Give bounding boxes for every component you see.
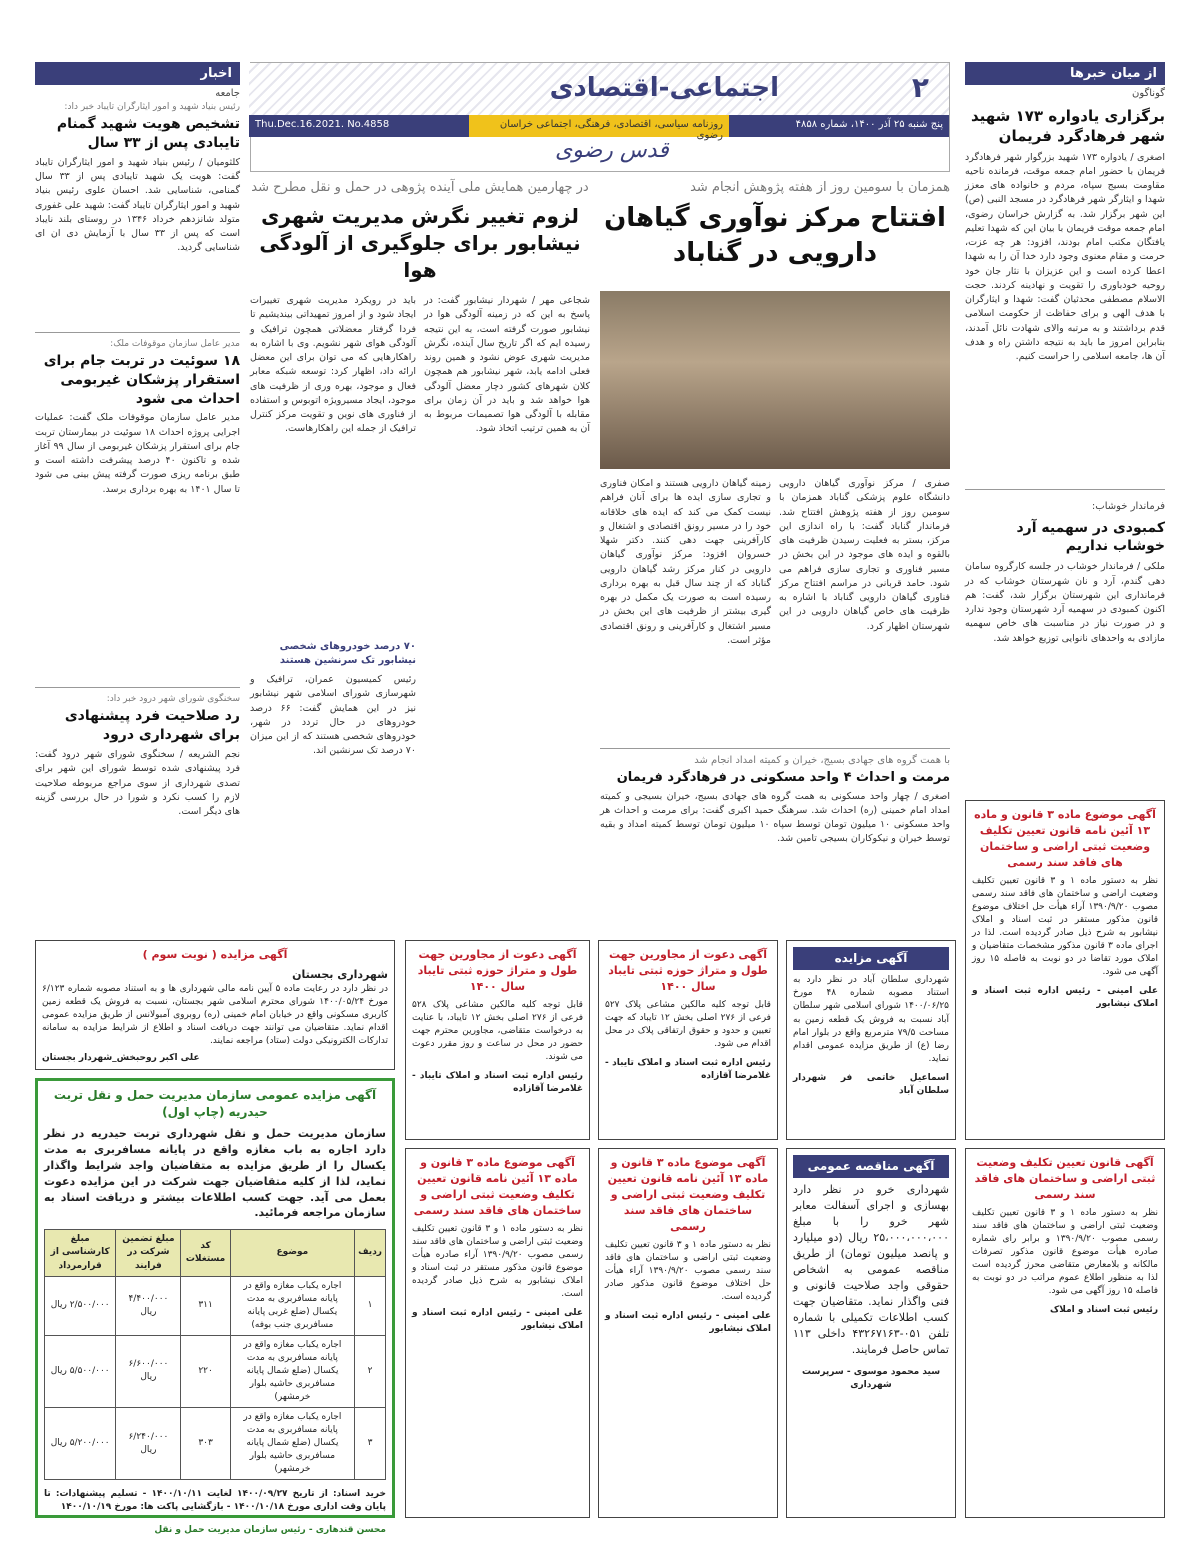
kicker: مدیر عامل سازمان موقوفات ملک: (110, 338, 240, 349)
invitation-ad: آگهی دعوت از مجاورین جهت طول و متراژ حوزه ثبتی تایباد سال ۱۴۰۰ قابل توجه کلیه مالکین مشاعی پلاک ۵۲۷ فرعی از ۲۷۶ اصلی بخش ۱۲ تایباد که جهت تعیین و حدود و حقوق ارتفاقی پلاک در محل اقدام می شود. رئیس اداره ثبت اسناد و املاک تایباد - غلامرضا آقازاده (598, 940, 778, 1140)
article-body: نجم الشریعه / سخنگوی شورای شهر درود گفت: فرد پیشنهادی شده توسط شورای این شهر برای تصدی شهرداری از سوی مراجع مربوطه صلاحیت لازم را کسب نکرد و شورا در حال بررسی گزینه های دیگر است. (35, 749, 240, 818)
article-body: باید در رویکرد مدیریت شهری تغییرات ایجاد شود و از امروز تمهیداتی بیندیشیم تا فردا گرفتار معضلاتی همچون ترافیک و آلودگی هوای شهر نشویم. وی با اشاره به راهکارهایی که می توان برای این معضل ارائه داد، اظهار کرد: توسعه شبکه معابر فعال و موجود، بهره وری از ظرفیت های موجود، ایجاد مسیرویژه اتوبوس و استفاده از فناوری های نوین و تقویت مرکز کنترل ترافیک از جمله این راهکارهاست. (250, 295, 416, 435)
article-body: مدیر عامل سازمان موقوفات ملک گفت: عملیات اجرایی پروژه احداث ۱۸ سوئیت در بیمارستان تربت جام برای استقرار پزشکان غیربومی از سال ۹۹ آغاز شده و تاکنون ۴۰ درصد پیشرفت داشته است و طبق برنامه ریزی صورت گرفته پیش بینی می شود تا سال ۱۴۰۱ به بهره برداری برسد. (35, 412, 240, 495)
table-cell: ۵/۲۰۰/۰۰۰ ریال (45, 1407, 116, 1479)
table-cell: ۳۱۱ (181, 1276, 230, 1335)
legal-notice-ad: آگهی قانون تعیین تکلیف وضعیت ثبتی اراضی و ساختمان های فاقد سند رسمی نظر به دستور ماده ۱ و ۳ قانون تعیین تکلیف وضعیت ثبتی اراضی و ساختمان های فاقد سند رسمی مصوب ۱۳۹۰/۹/۲۰ و برابر رای شماره صادره هیأت موضوع قانون مذکور تصرفات مالکانه و بلامعارض متقاضی محرز گردیده است لذا به منظور اطلاع عموم مراتب در دو نوبت به فاصله ۱۵ روز آگهی می شود. رئیس ثبت اسناد و املاک (965, 1148, 1165, 1518)
main-feature (600, 180, 950, 900)
table-cell: اجاره یکباب مغازه واقع در پایانه مسافربری به مدت یکسال (ضلع غربی پایانه مسافربری جنب بوفه) (230, 1276, 354, 1335)
right-column (965, 62, 1165, 760)
mid-feature (250, 180, 590, 924)
headline: افتتاح مرکز نوآوری گیاهان دارویی در گناباد (604, 203, 946, 269)
article-body: کلثومیان / رئیس بنیاد شهید و امور ایثارگران تایباد گفت: هویت یک شهید تایبادی پس از ۳۳ سال گمنامی، شناسایی شد. احسان علوی رئیس بنیاد شهید و امور ایثارگران تایباد گفت: شهید علی غفوری متولد شانزدهم خرداد ۱۳۴۶ در روستای بلند نایباد است که پس از ۳۳ سال با آزمایش دی ان ای شناسایی گردید. (35, 156, 240, 254)
ribbon-cutting-photo (600, 291, 950, 469)
issue-date: پنج شنبه ۲۵ آذر ۱۴۰۰، شماره ۴۸۵۸ (729, 115, 949, 137)
headline: برگزاری یادواره ۱۷۳ شهید شهر فرهادگرد فریمان (970, 107, 1165, 146)
kicker: فرماندار خوشاب: (1091, 500, 1165, 512)
invitation-ad: آگهی دعوت از مجاورین جهت طول و متراژ حوزه ثبتی تایباد سال ۱۴۰۰ قابل توجه کلیه مالکین مشاعی پلاک ۵۲۸ فرعی از ۲۷۶ اصلی بخش ۱۲ تایباد، با عنایت به درخواست متقاضی، مجاورین محترم جهت حضور در محل در ساعت و روز مقرر دعوت می شوند. رئیس اداره ثبت اسناد و املاک تایباد - غلامرضا آقازاده (405, 940, 590, 1140)
table-cell: ۵/۵۰۰/۰۰۰ ریال (45, 1335, 116, 1407)
legal-notice-ad: آگهی موضوع ماده ۳ قانون و ماده ۱۳ آئین نامه قانون تعیین تکلیف وضعیت ثبتی اراضی و ساختمان های فاقد سند رسمی نظر به دستور ماده ۱ و ۳ قانون تعیین تکلیف وضعیت ثبتی اراضی و ساختمان های فاقد سند رسمی مصوب ۱۳۹۰/۹/۲۰ آراء هیأت حل اختلاف موضوع قانون مذکور صادر گردیده است. علی امینی - رئیس اداره ثبت اسناد و املاک نیشابور (598, 1148, 778, 1518)
headline: رد صلاحیت فرد پیشنهادی برای شهرداری درود (64, 708, 240, 744)
tender-ad-khoru: آگهی مناقصه عمومی شهرداری خرو در نظر دارد بهسازی و اجرای آسفالت معابر شهر خرو را با مبلغ ۲۵،۰۰۰،۰۰۰،۰۰۰ ریال (دو میلیارد و پانصد میلیون تومان) از طریق مناقصه عمومی به اشخاص حقوقی واجد صلاحیت قانونی و فنی واگذار نماید. متقاضیان جهت کسب اطلاعات تکمیلی با شماره تلفن ۰۵۱-۴۳۲۶۷۱۶۳ داخلی ۱۱۳ تماس حاصل فرمایند. سید محمود موسوی - سرپرست شهرداری (786, 1148, 956, 1518)
table-cell: ۶/۲۴۰/۰۰۰ ریال (116, 1407, 181, 1479)
table-cell: ۲۲۰ (181, 1335, 230, 1407)
article-body: رئیس کمیسیون عمران، ترافیک و شهرسازی شورای اسلامی شهر نیشابور نیز در این همایش گفت: ۶۶ درصد خودروهای در حال تردد در شهر، خودروهای شخصی هستند که از این میزان ۷۰ درصد تک سرنشین اند. (250, 674, 416, 757)
table-row (45, 1335, 386, 1407)
table-row (45, 1276, 386, 1335)
page-number: ۲ (911, 71, 929, 104)
kicker: سخنگوی شورای شهر درود خبر داد: (106, 694, 240, 705)
table-cell: اجاره یکباب مغازه واقع در پایانه مسافربری به مدت یکسال (ضلع شمال پایانه مسافربری حاشیه بلوار خرمشهر) (230, 1407, 354, 1479)
table-cell: ۴/۴۰۰/۰۰۰ ریال (116, 1276, 181, 1335)
headline: ۱۸ سوئیت در تربت جام برای استقرار پزشکان غیربومی احداث می شود (43, 352, 240, 407)
table-header-cell: مبلغ کارشناسی از قرارمرداد (45, 1230, 116, 1276)
left-column-sub: جامعه (215, 88, 240, 99)
table-header-cell: مبلغ تضمین شرکت در فرایند (116, 1230, 181, 1276)
right-column-head: از میان خبرها (965, 62, 1165, 85)
article-body: اصغری / چهار واحد مسکونی به همت گروه های جهادی بسیج، خیران بسیجی و کمیته امداد امام خمینی (ره) احداث شد. سرهنگ حمید اکبری گفت: برای مرمت و احداث هر واحد مسکونی ۱۰ میلیون تومان توسط سپاه ۱۰ میلیون تومان توسط کمیته امداد و بقیه توسط خیران و نیکوکاران بسیجی تامین شد. (600, 790, 950, 845)
table-cell: ۱ (355, 1276, 386, 1335)
headline: مرمت و احداث ۴ واحد مسکونی در فرهادگرد فریمان (616, 770, 950, 786)
table-header-cell: کد مستغلات (181, 1230, 230, 1276)
table-cell: ۶/۶۰۰/۰۰۰ ریال (116, 1335, 181, 1407)
article-body: اصغری / یادواره ۱۷۳ شهید بزرگوار شهر فرهادگرد فریمان با حضور امام جمعه موقت، فرمانده ناحیه مقاومت بسیج سپاه، مردم و خانواده های معزز شهدا و ایثارگر شهر فرهادگرد در مسجد النبی (ص) این شهر برگزار شد. به گزارش خراسان رضوی، امام جمعه موقت فریمان با بیان این که شهدا تعلیم یافتگان مکتب امام بودند، افزود: هر چه عزت، حرمت و مقام معنوی وجود دارد خدا آن را به شهدا اعطا کرده است و این عزیزان با نثار جان خود روحیه خودباوری را تقویت و نهادینه کردند. حجت الاسلام مصطفی محدثیان گفت: شهدا و ایثارگران با هدف الهی و برای حفاظت از حکومت اسلامی قدم برداشتند و به مرتبه والای شهادت نائل آمدند، بنابراین امروز ما باید به نتیجه داشتن راه و هدف آن ها، جامعه اسلامی را حراست کنیم. (965, 151, 1165, 362)
headline: کمبودی در سهمیه آرد خوشاب نداریم (1016, 519, 1165, 555)
newspaper-logo: قدس رضوی (555, 138, 669, 163)
header-title-bar (249, 63, 949, 115)
table-row (45, 1407, 386, 1479)
article-body: صفری / مرکز نوآوری گیاهان دارویی دانشگاه علوم پزشکی گناباد همزمان با سومین روز از هفته پژوهش افتتاح شد. فرماندار گناباد گفت: با راه اندازی این مرکز، بستر به فعلیت رسیدن ظرفیت های بالقوه و ایده های موجود در این بخش در مسیر فناوری و تجاری سازی فراهم می شود. حامد قربانی در مراسم افتتاح مرکز فناوری گیاهان دارویی گناباد با اشاره به ظرفیت های خاص گیاهان دارویی در این شهرستان اظهار کرد. (779, 478, 950, 632)
table-cell: اجاره یکباب مغازه واقع در پایانه مسافربری به مدت یکسال (ضلع شمال پایانه مسافربری حاشیه بلوار خرمشهر) (230, 1335, 354, 1407)
table-header-cell: موضوع (230, 1230, 354, 1276)
header-strip (249, 115, 949, 141)
article-body: زمینه گیاهان دارویی هستند و امکان فناوری و تجاری سازی ایده ها برای آنان فراهم نیست کمک می کند که ایده های خلاقانه خود را در مسیر رونق اقتصادی و اشتغال و کارآفرینی جهت دهی کنند. دکتر شهلا خسروان افزود: مرکز نوآوری گیاهان دارویی در کنار مرکز رشد گیاهان دارویی گناباد که از چند سال قبل به بهره برداری رسیده است به صورت یک مکمل در بهره گیری بیشتر از ظرفیت های این بخش در مسیر اشتغال و کارآفرینی و رونق اقتصادی مؤثر است. (600, 478, 771, 646)
left-column (35, 62, 240, 888)
auction-ad-soltanabad: آگهی مزایده شهرداری سلطان آباد در نظر دارد به استناد مصوبه شماره ۴۸ مورخ ۱۴۰۰/۰۶/۲۵ شورای اسلامی شهر سلطان آباد نسبت به فروش یک قطعه زمین به مساحت ۷۹/۵ مترمربع واقع در بلوار امام رضا (ع) از طریق مزایده عمومی اقدام نماید. اسماعیل خاتمی فر شهردار سلطان آباد (786, 940, 956, 1140)
tagline: روزنامه سیاسی، اقتصادی، فرهنگی، اجتماعی خراسان رضوی (469, 115, 729, 137)
kicker: همزمان با سومین روز از هفته پژوهش انجام شد (690, 180, 950, 195)
legal-notice-ad: آگهی موضوع ماده ۳ قانون و ماده ۱۳ آئین نامه قانون تعیین تکلیف وضعیت ثبتی اراضی و ساختمان های فاقد سند رسمی نظر به دستور ماده ۱ و ۳ قانون تعیین تکلیف وضعیت ثبتی اراضی و ساختمان های فاقد سند رسمی مصوب ۱۳۹۰/۹/۲۰ آراء صادره هیأت موضوع قانون مذکور مستقر در ثبت اسناد و املاک نیشابور به شرح ذیل صادر گردیده است. علی امینی - رئیس اداره ثبت اسناد و املاک نیشابور (405, 1148, 590, 1518)
tender-table (44, 1229, 386, 1480)
headline: تشخیص هویت شهید گمنام تایبادی پس از ۳۳ سال (56, 116, 240, 151)
table-cell: ۳ (355, 1407, 386, 1479)
left-column-head: اخبار (35, 62, 240, 85)
section-title: اجتماعی-اقتصادی (549, 73, 779, 103)
article-body: شجاعی مهر / شهردار نیشابور گفت: در پاسخ به این که در زمینه آلودگی هوا در نیشابور صورت گرفته است، به این نتیجه رسیده ایم که اگر تاریخ سال آینده، نگرش مدیریت شهری عوض نشود و همین روند فعلی ادامه یابد، شهر نیشابور هم همچون کلان شهرهای کشور دچار معضل آلودگی هوا خواهد شد و باید در آن زمان برای مقابله با آلودگی هوا تصمیمات مربوط به آن به همین ترتیب اتخاذ شود. (424, 295, 590, 435)
headline: لزوم تغییر نگرش مدیریت شهری نیشابور برای جلوگیری از آلودگی هوا (259, 204, 581, 282)
kicker: در چهارمین همایش ملی آینده پژوهی در حمل و نقل مطرح شد (251, 180, 589, 195)
kicker: با همت گروه های جهادی بسیج، خیران و کمیته امداد انجام شد (694, 755, 950, 767)
table-cell: ۲ (355, 1335, 386, 1407)
highlight: ۷۰ درصد خودروهای شخصی نیشابور تک سرنشین هستند (279, 641, 416, 666)
legal-notice-ad: آگهی موضوع ماده ۳ قانون و ماده ۱۳ آئین نامه قانون تعیین تکلیف وضعیت ثبتی اراضی و ساختمان های فاقد سند رسمی نظر به دستور ماده ۱ و ۳ قانون تعیین تکلیف وضعیت اراضی و ساختمان های فاقد سند رسمی مصوب ۱۳۹۰/۹/۲۰ آراء هیأت حل اختلاف موضوع قانون مذکور مستقر در ثبت اسناد و املاک نیشابور به شرح ذیل صادر گردیده است. لذا در اجرای ماده ۳ قانون مذکور مشخصات متقاضیان و املاک مورد تقاضا در دو نوبت به فاصله ۱۵ روز آگهی می شود. علی امینی - رئیس اداره ثبت اسناد و املاک نیشابور (965, 800, 1165, 1140)
right-column-sub: گوناگون (1131, 88, 1165, 99)
kicker: رئیس بنیاد شهید و امور ایثارگران تایباد خبر داد: (64, 102, 240, 112)
auction-ad-bajestan: آگهی مزایده ( نوبت سوم ) شهرداری بجستان در نظر دارد در رعایت ماده ۵ آیین نامه مالی شهرداری ها و به استناد مصوبه شماره ۶/۱۲۳ مورخ ۱۴۰۰/۰۵/۲۴ شورای محترم اسلامی شهر بجستان، نسبت به فروش یک قطعه زمین کاربری مسکونی واقع در خیابان امام خمینی (ره) روبروی آمبولانس از طریق مزایده عمومی اقدام نماید. متقاضیان می توانند جهت دریافت اسناد و اطلاع از شرایط مزایده به سامانه تدارکات الکترونیکی دولت (ستاد) مراجعه نمایند. علی اکبر روحبخش_شهردار بجستان (35, 940, 395, 1070)
table-cell: ۲/۵۰۰/۰۰۰ ریال (45, 1276, 116, 1335)
issue-date-en: Thu.Dec.16.2021. No.4858 (249, 115, 469, 137)
table-header-cell: ردیف (355, 1230, 386, 1276)
table-cell: ۳۰۳ (181, 1407, 230, 1479)
tender-ad-torbat: آگهی مزایده عمومی سازمان مدیریت حمل و نقل تربت حیدریه (چاپ اول) سازمان مدیریت حمل و نقل شهرداری تربت حیدریه در نظر دارد اجاره به باب مغازه واقع در پایانه مسافربری به مدت یکسال را از طریق مزایده به متقاضیان واجد شرایط واگذار نماید، لذا از کلیه متقاضیان جهت شرکت در این مزایده دعوت بعمل می آید. جهت کسب اطلاعات بیشتر و دریافت اسناد به سازمان مراجعه فرمائید. ردیف موضوع کد مستغلات مبلغ تضمین شرکت در فرایند مبلغ کارشناسی از قرارمرداد ۱ اجاره یکباب مغازه واقع در پایانه مسافربری به مدت یکسال (ضلع غربی پایانه مسافربری جنب بوفه) ۳۱۱ ۴/۴۰۰/۰۰۰ ریال ۲/۵۰۰/۰۰۰ ریال ۲ اجاره یکباب مغازه واقع در پایانه مسافربری به مدت یکسال (ضلع شمال پایانه مسافربری حاشیه بلوار خرمشهر) ۲۲۰ ۶/۶۰۰/۰۰۰ ریال ۵/۵۰۰/۰۰۰ ریال ۳ اجاره یکباب مغازه واقع در پایانه مسافربری به مدت یکسال (ضلع شمال پایانه مسافربری حاشیه بلوار خرمشهر) ۳۰۳ ۶/۲۴۰/۰۰۰ ریال ۵/۲۰۰/۰۰۰ ریال خرید اسناد: از تاریخ ۱۴۰۰/۰۹/۲۷ لغایت ۱۴۰۰/۱۰/۱۱ - تسلیم پیشنهادات: تا پایان وقت اداری مورخ ۱۴۰۰/۱۰/۱۸ - بازگشایی پاکت ها: مورخ ۱۴۰۰/۱۰/۱۹ محسن قندهاری - رئیس سازمان مدیریت حمل و نقل (35, 1078, 395, 1518)
article-body: ملکی / فرماندار خوشاب در جلسه کارگروه سامان دهی گندم، آرد و نان شهرستان خوشاب که در فرمانداری این شهرستان برگزار شد، گفت: هم اکنون کمبودی در سهمیه آرد شهرستان وجود ندارد و در صورت نیاز در مناسبت های خاص سهمیه مازادی به واحدهای نانوایی توزیع خواهد شد. (965, 561, 1165, 644)
